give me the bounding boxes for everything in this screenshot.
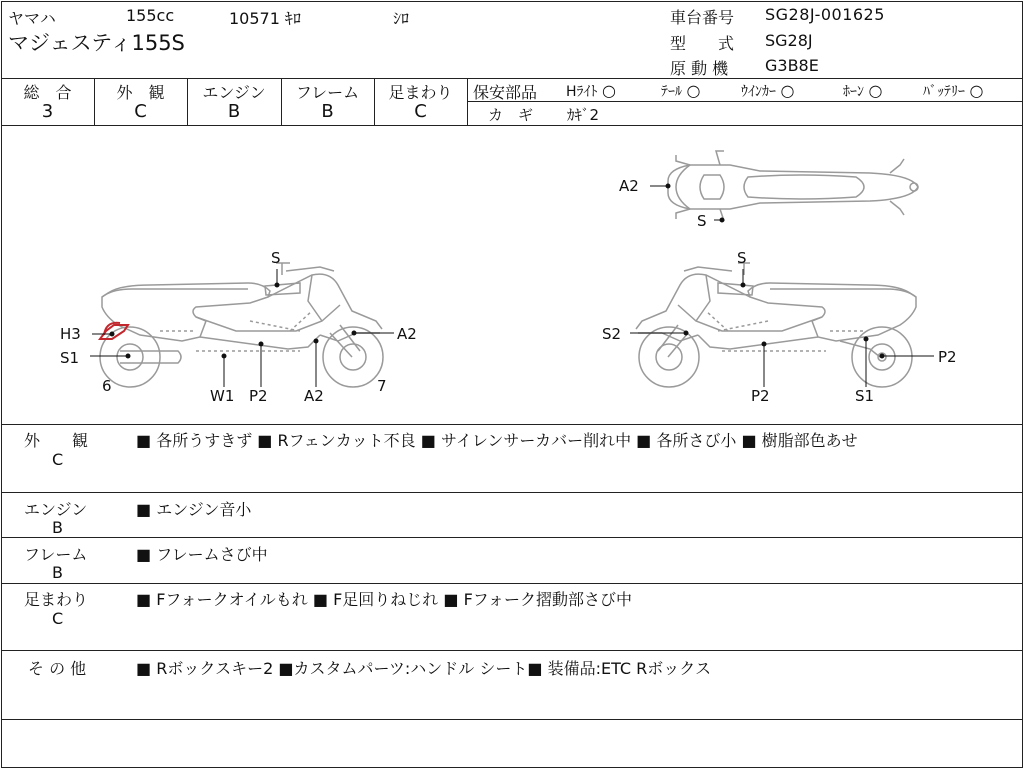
scooter-right-view: [636, 263, 916, 387]
check-mark-icon: ○: [868, 81, 883, 100]
grade-frame-value: B: [321, 101, 334, 122]
section-suspension-label: 足まわり: [24, 590, 89, 609]
grade-exterior-value: C: [134, 101, 147, 122]
key-label: カ ギ: [488, 106, 534, 124]
check-mark-icon: ○: [780, 81, 795, 100]
divider: [1, 583, 1022, 584]
safety-item-battery: ﾊﾞｯﾃﾘｰ ○: [923, 81, 984, 100]
diagram-label-7: 7: [377, 377, 387, 395]
displacement: 155cc: [126, 6, 175, 25]
diagram-label-s2: S2: [602, 325, 622, 343]
type-value: SG28J: [765, 31, 813, 50]
grade-suspension-value: C: [414, 101, 427, 122]
diagram-label-a2: A2: [304, 387, 324, 405]
safety-item-tail: ﾃｰﾙ ○: [661, 81, 701, 100]
mileage: 10571 ｷﾛ: [229, 9, 301, 28]
diagram-label-w1: W1: [210, 387, 235, 405]
diagram-label-p2: P2: [938, 348, 957, 366]
section-exterior-notes: ■ 各所うすきず ■ Rフェンカット不良 ■ サイレンサーカバー削れ中 ■ 各所さび小 ■ 樹脂部色あせ: [136, 431, 858, 450]
diagram-label-p2: P2: [249, 387, 268, 405]
check-mark-icon: ○: [601, 81, 616, 100]
section-exterior-label: 外 観: [24, 431, 89, 450]
grade-suspension-label: 足まわり: [388, 83, 453, 102]
divider: [1, 537, 1022, 538]
divider: [467, 78, 468, 125]
section-engine-notes: ■ エンジン音小: [136, 500, 252, 519]
key-value: ｶｷﾞ2: [567, 106, 600, 124]
section-frame-label: フレーム: [24, 545, 88, 564]
section-engine-grade: B: [52, 518, 63, 537]
color: ｼﾛ: [393, 9, 410, 28]
engine-type-value: G3B8E: [765, 56, 819, 75]
diagram-label-h3: H3: [60, 325, 81, 343]
diagram-label-s: S: [697, 212, 707, 230]
type-label: 型 式: [670, 34, 735, 53]
section-engine-label: エンジン: [24, 500, 88, 519]
grade-overall-label: 総 合: [23, 83, 72, 102]
divider: [1, 719, 1022, 720]
safety-parts-label: 保安部品: [473, 83, 538, 102]
diagram-label-p2: P2: [751, 387, 770, 405]
diagram-label-a2: A2: [619, 177, 639, 195]
safety-item-winker: ｳｲﾝｶｰ ○: [741, 81, 795, 100]
divider: [1, 78, 1022, 79]
grade-exterior-label: 外 観: [116, 83, 165, 102]
check-mark-icon: ○: [969, 81, 984, 100]
section-exterior-grade: C: [52, 450, 64, 469]
grade-engine-label: エンジン: [202, 83, 266, 102]
frame-number-value: SG28J-001625: [765, 5, 885, 24]
engine-type-label: 原 動 機: [670, 59, 729, 78]
section-suspension-grade: C: [52, 609, 64, 628]
section-suspension-notes: ■ Fフォークオイルもれ ■ F足回りねじれ ■ Fフォーク摺動部さび中: [136, 590, 632, 609]
diagram-label-s1: S1: [855, 387, 875, 405]
scooter-diagram: [0, 125, 1024, 425]
diagram-label-6: 6: [102, 377, 112, 395]
grade-overall-value: 3: [41, 101, 54, 122]
check-mark-icon: ○: [686, 81, 701, 100]
diagram-label-s: S: [737, 249, 747, 267]
diagram-label-s: S: [271, 249, 281, 267]
divider: [1, 650, 1022, 651]
maker: ヤマハ: [8, 9, 56, 28]
section-frame-grade: B: [52, 563, 63, 582]
model-name: マジェスティ155S: [8, 31, 185, 55]
frame-number-label: 車台番号: [670, 8, 735, 27]
section-other-notes: ■ Rボックスキー2 ■カスタムパーツ:ハンドル シート■ 装備品:ETC Rボックス: [136, 659, 712, 678]
safety-item-horn: ﾎｰﾝ ○: [843, 81, 883, 100]
section-frame-notes: ■ フレームさび中: [136, 545, 268, 564]
grade-engine-value: B: [227, 101, 241, 122]
grade-frame-label: フレーム: [295, 83, 360, 102]
diagram-label-a2: A2: [397, 325, 417, 343]
safety-item-headlight: Hﾗｲﾄ ○: [566, 81, 616, 100]
diagram-label-s1: S1: [60, 349, 80, 367]
divider: [467, 101, 1022, 102]
section-other-label: そ の 他: [28, 659, 87, 678]
scooter-left-view: [100, 263, 383, 387]
divider: [1, 492, 1022, 493]
scooter-top-view: [668, 151, 918, 221]
